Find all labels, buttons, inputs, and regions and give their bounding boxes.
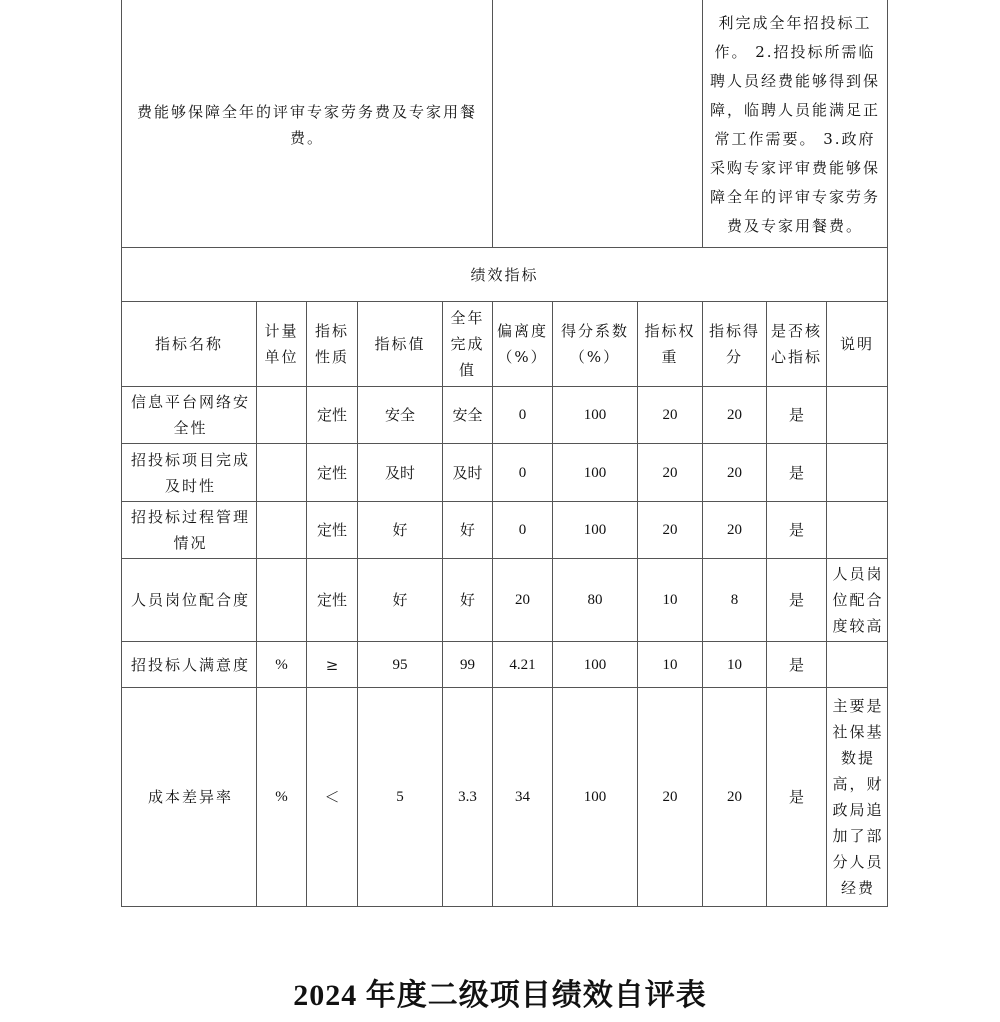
coef-cell: 100 xyxy=(553,688,638,907)
score-cell: 20 xyxy=(703,444,767,502)
header-actual: 全年完成值 xyxy=(443,302,493,387)
performance-table xyxy=(121,0,888,907)
nature-cell: 定性 xyxy=(307,387,358,444)
top-left-cell: 费能够保障全年的评审专家劳务费及专家用餐费。 xyxy=(122,0,493,248)
table-row xyxy=(122,642,888,688)
coef-cell: 100 xyxy=(553,502,638,559)
table-row xyxy=(122,688,888,907)
core-cell: 是 xyxy=(767,688,827,907)
weight-cell: 20 xyxy=(638,502,703,559)
score-cell: 10 xyxy=(703,642,767,688)
actual-cell: 好 xyxy=(443,502,493,559)
indicator-name: 招投标人满意度 xyxy=(122,642,257,688)
header-core: 是否核心指标 xyxy=(767,302,827,387)
header-deviation: 偏离度（%） xyxy=(493,302,553,387)
table-row xyxy=(122,502,888,559)
unit-cell: % xyxy=(257,642,307,688)
nature-cell: 定性 xyxy=(307,559,358,642)
unit-cell xyxy=(257,502,307,559)
actual-cell: 安全 xyxy=(443,387,493,444)
note-cell: 主要是社保基数提高，财政局追加了部分人员经费 xyxy=(827,688,888,907)
header-unit: 计量单位 xyxy=(257,302,307,387)
note-cell xyxy=(827,387,888,444)
deviation-cell: 0 xyxy=(493,387,553,444)
nature-cell: ≥ xyxy=(307,642,358,688)
header-note: 说明 xyxy=(827,302,888,387)
core-cell: 是 xyxy=(767,387,827,444)
actual-cell: 好 xyxy=(443,559,493,642)
weight-cell: 20 xyxy=(638,387,703,444)
core-cell: 是 xyxy=(767,502,827,559)
indicator-name: 招投标项目完成及时性 xyxy=(122,444,257,502)
note-cell xyxy=(827,444,888,502)
actual-cell: 及时 xyxy=(443,444,493,502)
coef-cell: 80 xyxy=(553,559,638,642)
unit-cell: % xyxy=(257,688,307,907)
target-cell: 好 xyxy=(358,559,443,642)
deviation-cell: 20 xyxy=(493,559,553,642)
top-row xyxy=(122,0,888,248)
deviation-cell: 0 xyxy=(493,502,553,559)
header-coef: 得分系数（%） xyxy=(553,302,638,387)
score-cell: 20 xyxy=(703,688,767,907)
weight-cell: 20 xyxy=(638,444,703,502)
header-target: 指标值 xyxy=(358,302,443,387)
score-cell: 20 xyxy=(703,387,767,444)
indicator-name: 成本差异率 xyxy=(122,688,257,907)
weight-cell: 10 xyxy=(638,642,703,688)
table-row xyxy=(122,444,888,502)
core-cell: 是 xyxy=(767,444,827,502)
unit-cell xyxy=(257,444,307,502)
nature-cell: ＜ xyxy=(307,688,358,907)
core-cell: 是 xyxy=(767,642,827,688)
section-title: 绩效指标 xyxy=(122,248,888,302)
target-cell: 安全 xyxy=(358,387,443,444)
indicator-name: 人员岗位配合度 xyxy=(122,559,257,642)
actual-cell: 99 xyxy=(443,642,493,688)
coef-cell: 100 xyxy=(553,642,638,688)
score-cell: 8 xyxy=(703,559,767,642)
coef-cell: 100 xyxy=(553,387,638,444)
target-cell: 95 xyxy=(358,642,443,688)
header-row xyxy=(122,302,888,387)
header-nature: 指标性质 xyxy=(307,302,358,387)
note-cell: 人员岗位配合度较高 xyxy=(827,559,888,642)
target-cell: 好 xyxy=(358,502,443,559)
top-right-cell: 利完成全年招投标工作。 2.招投标所需临聘人员经费能够得到保障，临聘人员能满足正常工作需要。 3.政府采购专家评审费能够保障全年的评审专家劳务费及专家用餐费。 xyxy=(703,0,888,248)
target-cell: 5 xyxy=(358,688,443,907)
indicator-name: 招投标过程管理情况 xyxy=(122,502,257,559)
page-title: 2024 年度二级项目绩效自评表 xyxy=(293,979,707,1012)
unit-cell xyxy=(257,387,307,444)
note-cell xyxy=(827,502,888,559)
deviation-cell: 34 xyxy=(493,688,553,907)
header-weight: 指标权重 xyxy=(638,302,703,387)
header-score: 指标得分 xyxy=(703,302,767,387)
deviation-cell: 4.21 xyxy=(493,642,553,688)
weight-cell: 20 xyxy=(638,688,703,907)
deviation-cell: 0 xyxy=(493,444,553,502)
actual-cell: 3.3 xyxy=(443,688,493,907)
table-row xyxy=(122,387,888,444)
nature-cell: 定性 xyxy=(307,502,358,559)
core-cell: 是 xyxy=(767,559,827,642)
coef-cell: 100 xyxy=(553,444,638,502)
target-cell: 及时 xyxy=(358,444,443,502)
indicator-name: 信息平台网络安全性 xyxy=(122,387,257,444)
top-middle-cell xyxy=(493,0,703,248)
note-cell xyxy=(827,642,888,688)
score-cell: 20 xyxy=(703,502,767,559)
weight-cell: 10 xyxy=(638,559,703,642)
header-name: 指标名称 xyxy=(122,302,257,387)
unit-cell xyxy=(257,559,307,642)
table-row xyxy=(122,559,888,642)
nature-cell: 定性 xyxy=(307,444,358,502)
